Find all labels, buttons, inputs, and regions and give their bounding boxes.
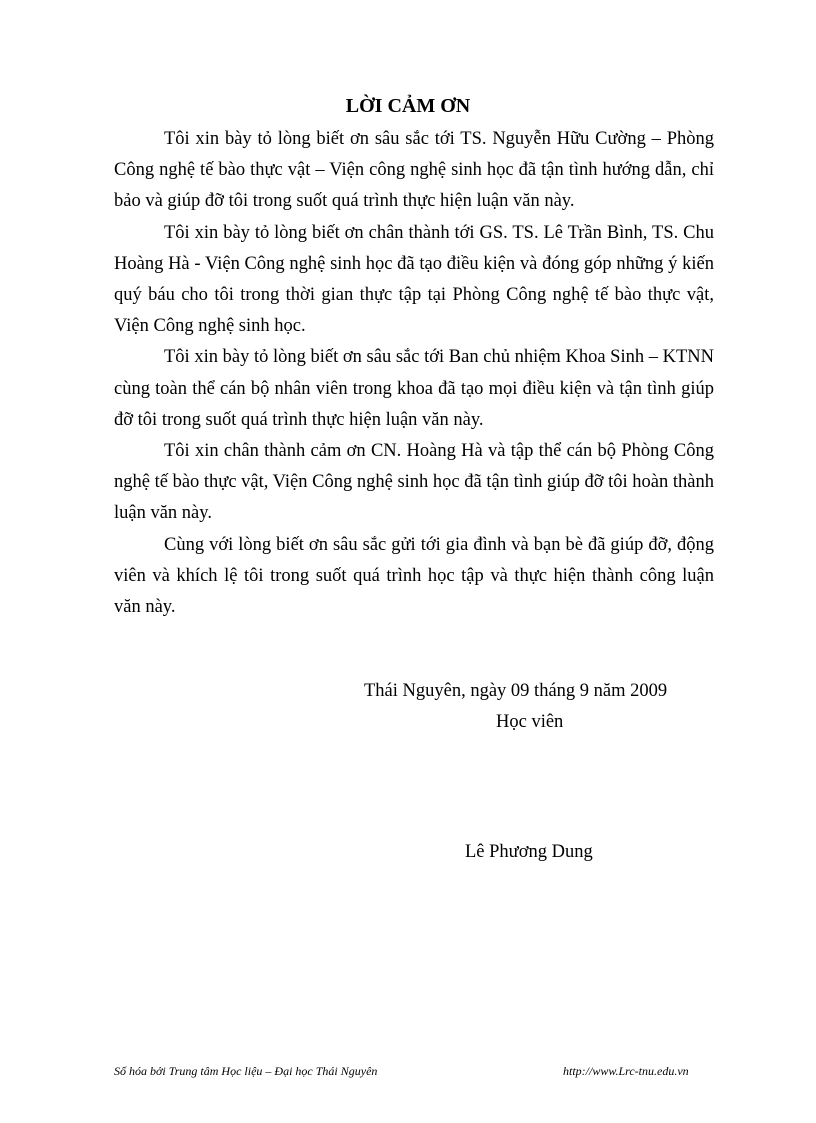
acknowledgement-body <box>114 124 714 623</box>
signature-place-date: Thái Nguyên, ngày 09 tháng 9 năm 2009 <box>364 681 668 701</box>
footer-source: Số hóa bởi Trung tâm Học liệu – Đại học Thái Nguyên <box>114 1064 378 1078</box>
signature-name: Lê Phương Dung <box>465 842 593 862</box>
paragraph-1: Tôi xin bày tỏ lòng biết ơn sâu sắc tới TS. Nguyễn Hữu Cường – Phòng Công nghệ tế bào thực vật – Viện công nghệ sinh học đã tận tình hướng dẫn, chỉ bảo và giúp đỡ tôi trong suốt quá trình thực hiện luận văn này. <box>114 129 714 212</box>
paragraph-5: Cùng với lòng biết ơn sâu sắc gửi tới gia đình và bạn bè đã giúp đỡ, động viên và khích lệ tôi trong suốt quá trình học tập và thực hiện thành công luận văn này. <box>114 534 714 618</box>
paragraph-4: Tôi xin chân thành cảm ơn CN. Hoàng Hà và tập thể cán bộ Phòng Công nghệ tế bào thực vật, Viện Công nghệ sinh học đã tận tình giúp đỡ tôi hoàn thành luận văn này. <box>114 441 714 524</box>
page-title: LỜI CẢM ƠN <box>345 95 471 117</box>
signature-role: Học viên <box>496 712 564 732</box>
paragraph-2: Tôi xin bày tỏ lòng biết ơn chân thành tới GS. TS. Lê Trần Bình, TS. Chu Hoàng Hà - Viện Công nghệ sinh học đã tạo điều kiện và đóng góp những ý kiến quý báu cho tôi trong thời gian thực tập tại Phòng Công nghệ tế bào thực vật, Viện Công nghệ sinh học. <box>114 222 714 337</box>
paragraph-3: Tôi xin bày tỏ lòng biết ơn sâu sắc tới Ban chủ nhiệm Khoa Sinh – KTNN cùng toàn thể cán bộ nhân viên trong khoa đã tạo mọi điều kiện và tận tình giúp đỡ tôi trong suốt quá trình thực hiện luận văn này. <box>114 347 714 430</box>
footer-url: http://www.Lrc-tnu.edu.vn <box>563 1064 689 1078</box>
